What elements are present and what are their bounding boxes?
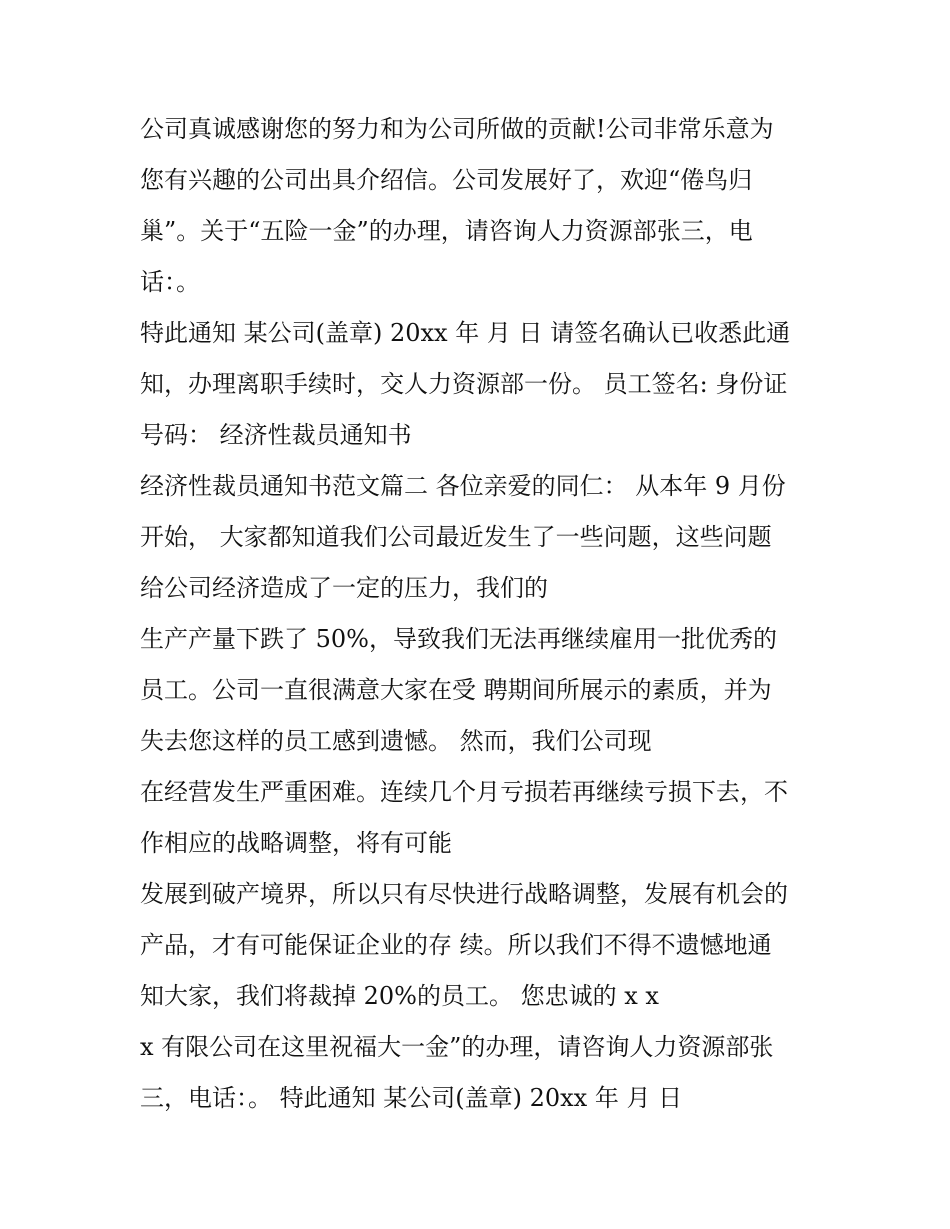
text-line-2: 您有兴趣的公司出具介绍信。公司发展好了，欢迎“倦鸟归 bbox=[140, 166, 753, 194]
text-line-15: 作相应的战略调整，将有可能 bbox=[140, 829, 452, 857]
text-line-12: 员工。公司一直很满意大家在受 聘期间所展示的素质，并为 bbox=[140, 676, 772, 704]
text-line-16: 发展到破产境界，所以只有尽快进行战略调整，发展有机会的 bbox=[140, 880, 788, 908]
text-line-8: 经济性裁员通知书范文篇二 各位亲爱的同仁： 从本年 9 月份 bbox=[140, 472, 786, 500]
text-line-13: 失去您这样的员工感到遗憾。 然而，我们公司现 bbox=[140, 727, 652, 755]
text-line-5: 特此通知 某公司(盖章) 20xx 年 月 日 请签名确认已收悉此通 bbox=[140, 319, 791, 347]
text-line-20: 三，电话：。 特此通知 某公司(盖章) 20xx 年 月 日 bbox=[140, 1084, 683, 1112]
text-line-17: 产品，才有可能保证企业的存 续。所以我们不得不遗憾地通 bbox=[140, 931, 772, 959]
text-line-10: 给公司经济造成了一定的压力，我们的 bbox=[140, 574, 548, 602]
text-line-4: 话：。 bbox=[140, 268, 200, 296]
text-line-7: 号码： 经济性裁员通知书 bbox=[140, 421, 412, 449]
text-line-3: 巢”。关于“五险一金”的办理，请咨询人力资源部张三，电 bbox=[140, 217, 753, 245]
text-line-6: 知，办理离职手续时，交人力资源部一份。 员工签名: 身份证 bbox=[140, 370, 788, 398]
text-line-19: x 有限公司在这里祝福大一金”的办理，请咨询人力资源部张 bbox=[140, 1033, 774, 1061]
text-line-11: 生产产量下跌了 50%，导致我们无法再继续雇用一批优秀的 bbox=[140, 625, 777, 653]
text-line-9: 开始， 大家都知道我们公司最近发生了一些问题，这些问题 bbox=[140, 523, 772, 551]
text-line-1: 公司真诚感谢您的努力和为公司所做的贡献!公司非常乐意为 bbox=[140, 115, 774, 143]
text-line-18: 知大家，我们将裁掉 20%的员工。 您忠诚的 x x bbox=[140, 982, 659, 1010]
text-line-14: 在经营发生严重困难。连续几个月亏损若再继续亏损下去，不 bbox=[140, 778, 788, 806]
